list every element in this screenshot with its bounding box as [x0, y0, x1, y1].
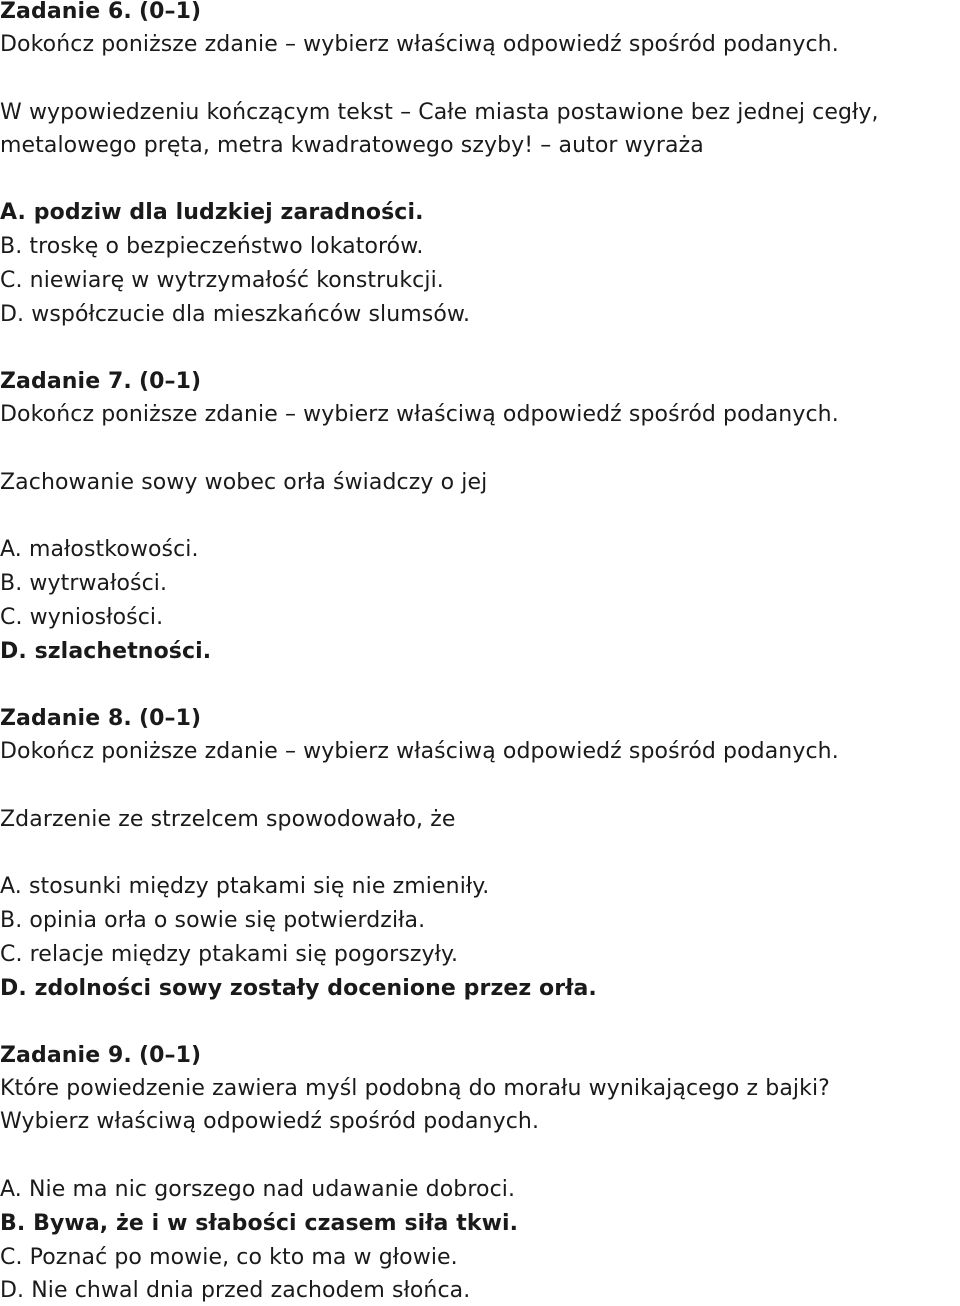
task-9-option-d: D. Nie chwal dnia przed zachodem słońca. [0, 1278, 471, 1303]
task-9-header [0, 1041, 201, 1071]
task-6-instruction: Dokończ poniższe zdanie – wybierz właściwą odpowiedź spośród podanych. [0, 32, 839, 57]
task-6-option-a: A. podziw dla ludzkiej zaradności. [0, 200, 424, 225]
task-7-option-c: C. wyniosłości. [0, 605, 164, 630]
task-6-stem-line-1: W wypowiedzeniu kończącym tekst – Całe miasta postawione bez jednej cegły, [0, 100, 879, 125]
task-7-title: Zadanie 7. [0, 369, 132, 394]
task-9-option-a: A. Nie ma nic gorszego nad udawanie dobroci. [0, 1177, 516, 1202]
task-8-option-b: B. opinia orła o sowie się potwierdziła. [0, 908, 426, 933]
task-9-points: (0–1) [138, 1043, 202, 1068]
task-6-option-d: D. współczucie dla mieszkańców slumsów. [0, 302, 471, 327]
task-6-title: Zadanie 6. [0, 0, 132, 24]
task-6-option-c: C. niewiarę w wytrzymałość konstrukcji. [0, 268, 444, 293]
task-6-header [0, 0, 201, 27]
task-7-header [0, 367, 201, 397]
task-9-option-b: B. Bywa, że i w słabości czasem siła tkwi. [0, 1211, 519, 1236]
task-6-stem-line-2: metalowego pręta, metra kwadratowego szyby! – autor wyraża [0, 133, 704, 158]
task-8-stem-line-1: Zdarzenie ze strzelcem spowodowało, że [0, 807, 456, 832]
task-7-points: (0–1) [138, 369, 202, 394]
task-7-stem-line-1: Zachowanie sowy wobec orła świadczy o jej [0, 470, 488, 495]
task-8-points: (0–1) [138, 706, 202, 731]
task-9-option-c: C. Poznać po mowie, co kto ma w głowie. [0, 1245, 458, 1270]
task-8-title: Zadanie 8. [0, 706, 132, 731]
task-6-option-b: B. troskę o bezpieczeństwo lokatorów. [0, 234, 424, 259]
task-8-option-c: C. relacje między ptakami się pogorszyły. [0, 942, 459, 967]
task-8-option-a: A. stosunki między ptakami się nie zmieniły. [0, 874, 490, 899]
task-7-option-b: B. wytrwałości. [0, 571, 168, 596]
task-9-instruction-line-1: Które powiedzenie zawiera myśl podobną do morału wynikającego z bajki? [0, 1076, 830, 1101]
task-7-option-a: A. małostkowości. [0, 537, 199, 562]
task-7-option-d: D. szlachetności. [0, 639, 212, 664]
task-7-instruction: Dokończ poniższe zdanie – wybierz właściwą odpowiedź spośród podanych. [0, 402, 839, 427]
task-8-option-d: D. zdolności sowy zostały docenione przez orła. [0, 976, 597, 1001]
task-6-points: (0–1) [138, 0, 202, 24]
task-9-instruction-line-2: Wybierz właściwą odpowiedź spośród podanych. [0, 1109, 540, 1134]
task-8-header [0, 704, 201, 734]
task-9-title: Zadanie 9. [0, 1043, 132, 1068]
task-8-instruction: Dokończ poniższe zdanie – wybierz właściwą odpowiedź spośród podanych. [0, 739, 839, 764]
